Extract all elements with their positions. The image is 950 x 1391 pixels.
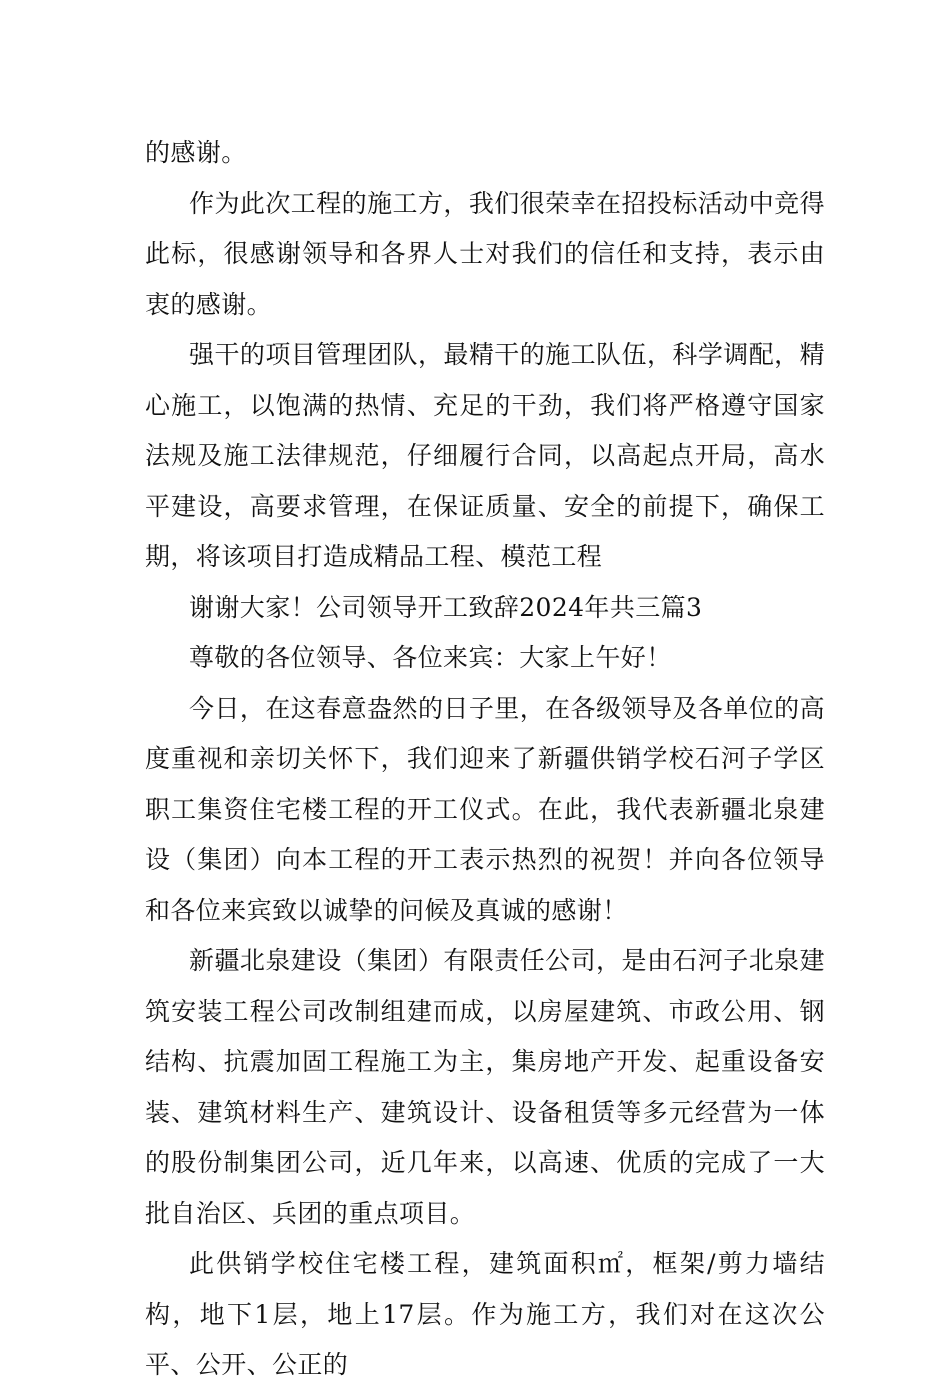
paragraph-8: 此供销学校住宅楼工程，建筑面积㎡，框架/剪力墙结构，地下1层，地上17层。作为施工方，我们对在这次公平、公开、公正的 <box>145 1249 825 1379</box>
paragraph-3: 强干的项目管理团队，最精干的施工队伍，科学调配，精心施工，以饱满的热情、充足的干劲，我们将严格遵守国家法规及施工法律规范，仔细履行合同，以高起点开局，高水平建设，高要求管理，在保证质量、安全的前提下，确保工期，将该项目打造成精品工程、模范工程 <box>145 340 825 571</box>
paragraph-2: 作为此次工程的施工方，我们很荣幸在招投标活动中竞得此标，很感谢领导和各界人士对我们的信任和支持，表示由衷的感谢。 <box>145 188 825 319</box>
paragraph-4: 谢谢大家！公司领导开工致辞2024年共三篇3 <box>189 592 703 622</box>
paragraph-7: 新疆北泉建设（集团）有限责任公司，是由石河子北泉建筑安装工程公司改制组建而成，以房屋建筑、市政公用、钢结构、抗震加固工程施工为主，集房地产开发、起重设备安装、建筑材料生产、建筑设计、设备租赁等多元经营为一体的股份制集团公司，近几年来，以高速、优质的完成了一大批自治区、兵团的重点项目。 <box>145 946 825 1228</box>
paragraph-5: 尊敬的各位领导、各位来宾：大家上午好！ <box>189 643 672 672</box>
paragraph-1: 的感谢。 <box>145 138 247 167</box>
document-body <box>145 128 825 1391</box>
paragraph-6: 今日，在这春意盎然的日子里，在各级领导及各单位的高度重视和亲切关怀下，我们迎来了新疆供销学校石河子学区职工集资住宅楼工程的开工仪式。在此，我代表新疆北泉建设（集团）向本工程的开工表示热烈的祝贺！并向各位领导和各位来宾致以诚挚的问候及真诚的感谢！ <box>145 693 825 925</box>
